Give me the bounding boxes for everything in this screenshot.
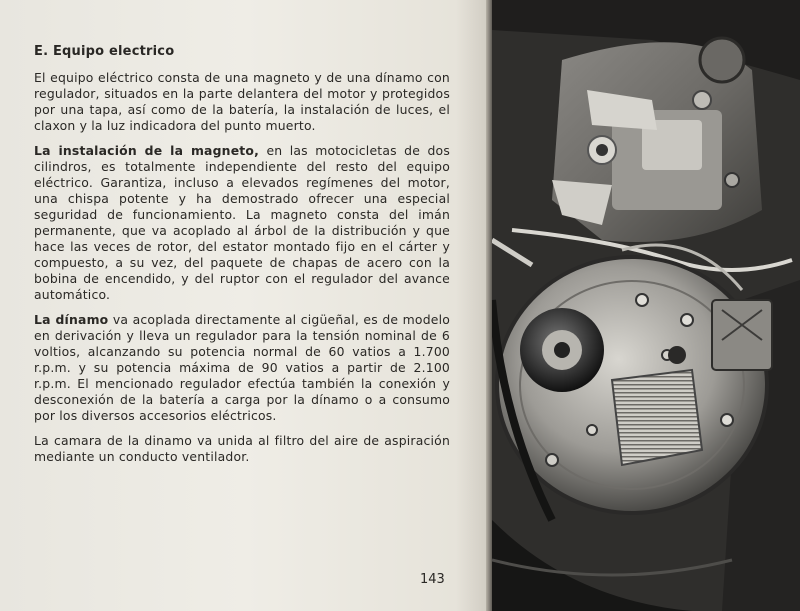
paragraph-lead: La dínamo [34, 312, 109, 327]
paragraph-intro [34, 70, 450, 134]
text-column [34, 44, 450, 474]
paragraph-text: La camara de la dinamo va unida al filtro del aire de aspiración mediante un conducto ventilador. [34, 433, 450, 464]
paragraph-text: va acoplada directamente al cigüeñal, es de modelo en derivación y lleva un regulador para la tensión nominal de 6 voltios, alcanzando su potencia normal de 60 vatios a 1.700 r.p.m. y su potencia máxima de 90 vatios a partir de 2.100 r.p.m. El mencionado regulador efectúa también la conexión y desconexión de la batería a carga por la dínamo o a consumo por los diversos accesorios eléctricos. [34, 312, 451, 423]
paragraph-chamber [34, 433, 450, 465]
page-number: 143 [420, 572, 445, 587]
paragraph-text: en las motocicletas de dos cilindros, es totalmente independiente del resto del equipo eléctrico. Garantiza, incluso a elevados regímenes del motor, una chispa potente y ha demostrado ofrecer una especial seguridad de funcionamiento. La magneto consta del imán permanente, que va acoplado al árbol de la distribución y que hace las veces de rotor, del estator montado fijo en el cárter y compuesto, a su vez, del paquete de chapas de acero con la bobina de encendido, y del ruptor con el regulador del avance automático. [34, 143, 450, 302]
paragraph-text: El equipo eléctrico consta de una magneto y de una dínamo con regulador, situados en la parte delantera del motor y protegidos por una tapa, así como de la batería, la instalación de luces, el claxon y la luz indicadora del punto muerto. [34, 70, 450, 133]
paragraph-magneto [34, 143, 450, 303]
paragraph-dynamo [34, 312, 450, 424]
section-heading: E. Equipo electrico [34, 44, 175, 59]
engine-photo [492, 0, 800, 611]
paragraph-lead: La instalación de la magneto, [34, 143, 260, 158]
magneto-dynamo-photo [492, 0, 800, 611]
